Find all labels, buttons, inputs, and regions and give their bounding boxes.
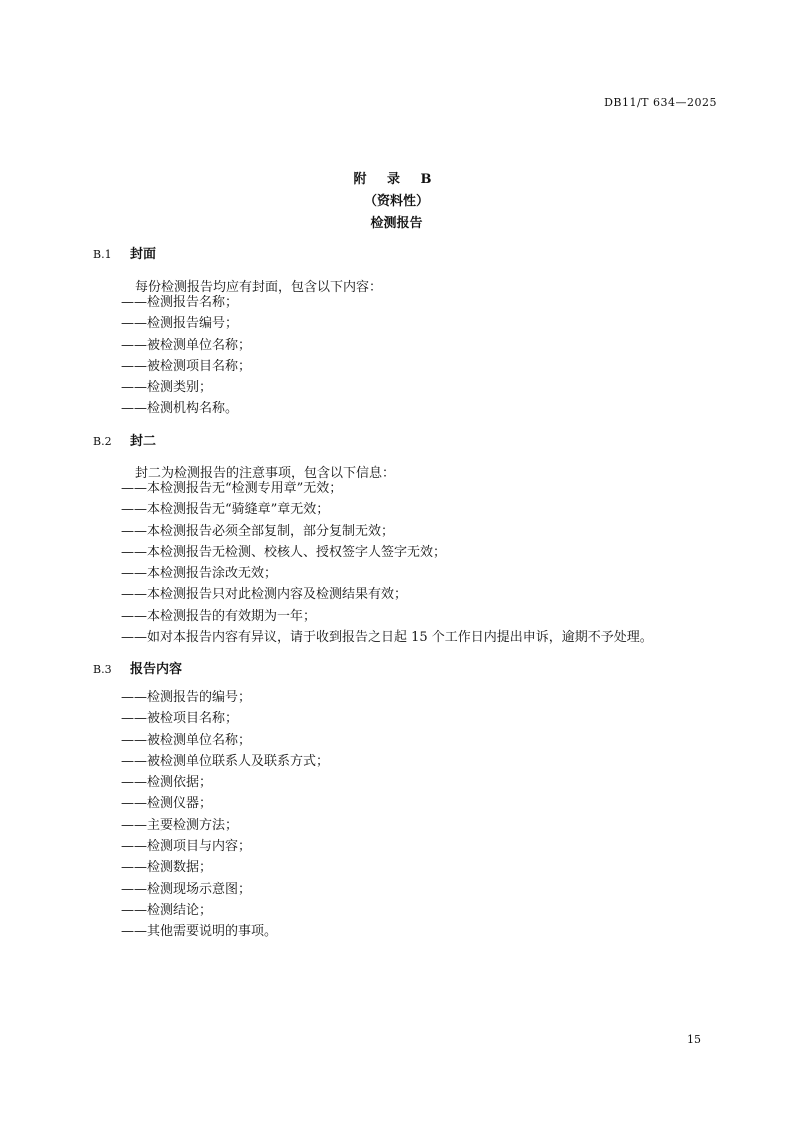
list-item: ——本检测报告无检测、校核人、授权签字人签字无效； — [121, 544, 447, 560]
list-item: ——检测结论； — [121, 902, 213, 918]
section-heading-b3 — [93, 658, 182, 677]
list-item: ——检测依据； — [121, 775, 213, 791]
section-number: B.3 — [93, 663, 112, 676]
annex-name: 检测报告 — [370, 216, 423, 231]
list-item: ——其他需要说明的事项。 — [121, 924, 278, 940]
list-item: ——检测机构名称。 — [121, 401, 239, 417]
item-list-b3 — [121, 687, 329, 943]
list-item: ——如对本报告内容有异议，请于收到报告之日起 15 个工作日内提出申诉，逾期不予处理。 — [121, 630, 653, 646]
list-item: ——被检测单位联系人及联系方式； — [121, 753, 330, 769]
annex-type: （资料性） — [363, 194, 429, 209]
annex-title: 附 录 B — [353, 172, 440, 187]
list-item: ——本检测报告涂改无效； — [121, 566, 278, 582]
item-list-b2 — [121, 478, 653, 648]
list-item: ——检测报告编号； — [121, 316, 239, 332]
section-heading-b1 — [93, 243, 156, 262]
section-intro: 每份检测报告均应有封面，包含以下内容： — [135, 280, 383, 295]
list-item: ——本检测报告的有效期为一年； — [121, 608, 317, 624]
document-code: DB11/T 634—2025 — [604, 96, 717, 109]
list-item: ——检测项目与内容； — [121, 839, 252, 855]
list-item: ——检测类别； — [121, 380, 213, 396]
section-title: 封面 — [130, 247, 157, 262]
page-number: 15 — [687, 1033, 701, 1046]
list-item: ——本检测报告只对此检测内容及检测结果有效； — [121, 587, 408, 603]
list-item: ——本检测报告必须全部复制，部分复制无效； — [121, 523, 395, 539]
section-title: 封二 — [130, 434, 157, 449]
item-list-b1 — [121, 292, 251, 420]
list-item: ——被检测单位名称； — [121, 337, 252, 353]
list-item: ——检测报告的编号； — [121, 690, 252, 705]
section-heading-b2 — [93, 430, 156, 449]
section-number: B.1 — [93, 248, 112, 261]
list-item: ——本检测报告无“检测专用章”无效； — [121, 481, 343, 496]
list-item: ——检测数据； — [121, 860, 213, 876]
list-item: ——检测现场示意图； — [121, 881, 252, 897]
list-item: ——被检测项目名称； — [121, 358, 252, 374]
list-item: ——主要检测方法； — [121, 817, 239, 833]
list-item: ——被检项目名称； — [121, 711, 239, 727]
section-number: B.2 — [93, 435, 112, 448]
list-item: ——检测报告名称； — [121, 295, 239, 310]
list-item: ——本检测报告无“骑缝章”章无效； — [121, 502, 330, 518]
list-item: ——检测仪器； — [121, 796, 213, 812]
section-title: 报告内容 — [130, 662, 183, 677]
section-intro: 封二为检测报告的注意事项，包含以下信息： — [135, 466, 396, 481]
list-item: ——被检测单位名称； — [121, 732, 252, 748]
